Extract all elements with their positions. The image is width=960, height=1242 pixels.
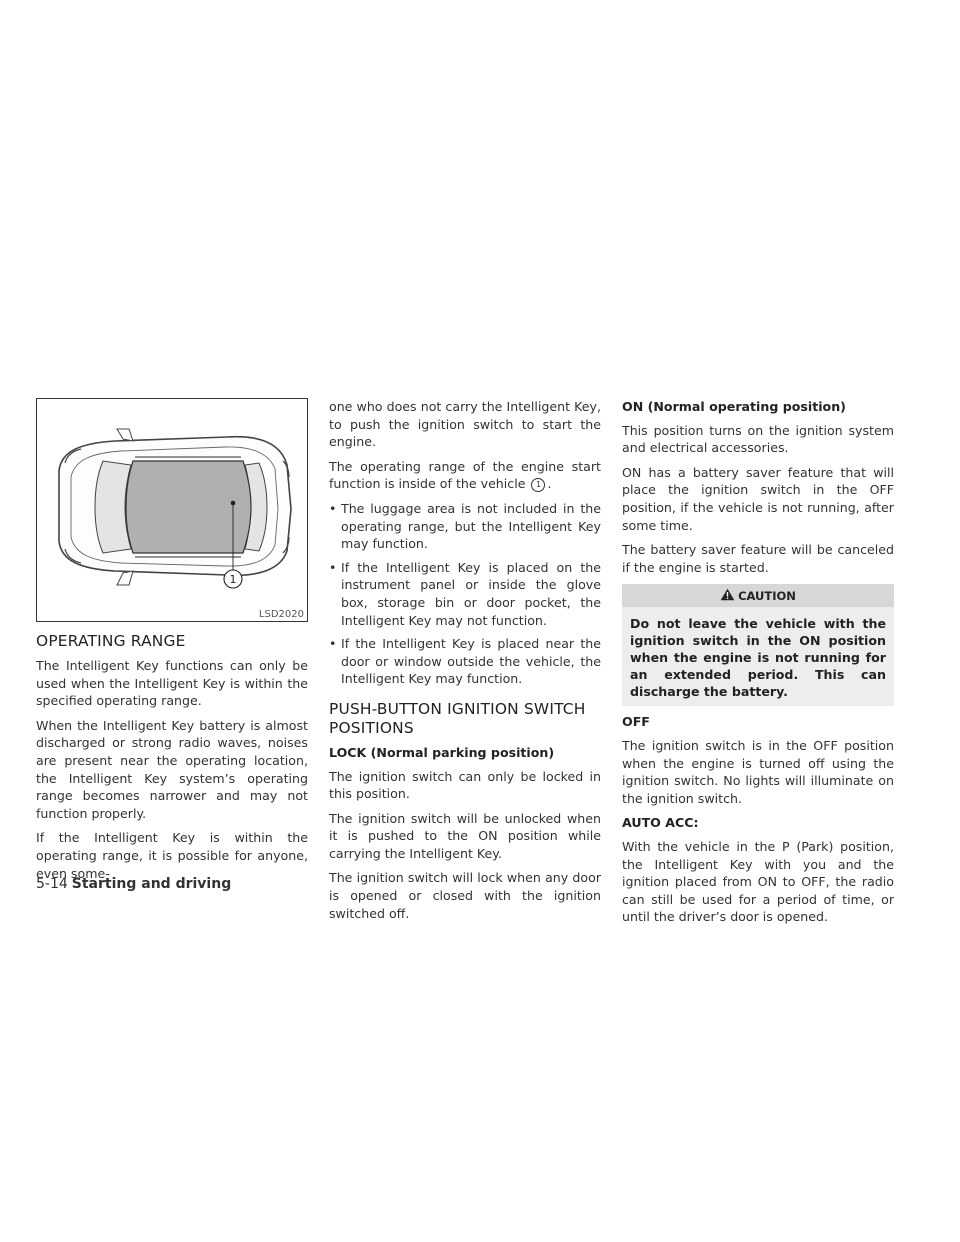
column-1: [36, 398, 308, 889]
bullet-list: [329, 500, 601, 688]
paragraph: one who does not carry the Intelligent Key, to push the ignition switch to start the engine.: [329, 399, 601, 450]
paragraph: With the vehicle in the P (Park) position, the Intelligent Key with you and the ignition placed from ON to OFF, the radio can still be used for a period of time, or until the driver’s door is opened.: [622, 838, 894, 925]
column-2: [329, 398, 601, 929]
operating-range-heading: OPERATING RANGE: [36, 632, 186, 650]
figure-code: LSD2020: [258, 609, 304, 620]
section-title: Starting and driving: [71, 876, 232, 892]
caution-header: [622, 584, 894, 607]
paragraph: The ignition switch can only be locked in this position.: [329, 768, 601, 802]
paragraph: The battery saver feature will be canceled if the engine is started.: [622, 542, 894, 575]
paragraph-text: .: [547, 476, 552, 492]
car-top-view-figure: [36, 398, 308, 622]
paragraph: This position turns on the ignition system and electrical accessories.: [622, 422, 894, 456]
paragraph: [329, 458, 601, 493]
paragraph: ON has a battery saver feature that will place the ignition switch in the OFF position, if the vehicle is not running, after some time.: [622, 464, 894, 533]
warning-triangle-icon: [720, 588, 735, 604]
paragraph: The ignition switch will be unlocked when it is pushed to the ON position while carrying the Intelligent Key.: [329, 810, 601, 861]
paragraph-text: The operating range of the engine start function is inside of the vehicle: [329, 458, 601, 492]
off-heading: OFF: [622, 714, 650, 730]
lock-heading: LOCK (Normal parking position): [329, 744, 555, 760]
on-heading: ON (Normal operating position): [622, 399, 846, 414]
column-3: [622, 398, 894, 933]
figure-callout-number: 1: [229, 573, 237, 586]
caution-box: [622, 584, 894, 706]
page-number: 5-14: [36, 876, 68, 892]
caution-label: CAUTION: [738, 588, 796, 603]
paragraph: The Intelligent Key functions can only be used when the Intelligent Key is within the specified operating range.: [36, 658, 308, 709]
paragraph: The ignition switch will lock when any door is opened or closed with the ignition switched off.: [329, 870, 601, 921]
auto-acc-heading: AUTO ACC:: [622, 815, 699, 831]
list-item: • The luggage area is not included in the operating range, but the Intelligent Key may function.: [329, 500, 601, 553]
paragraph: The ignition switch is in the OFF position when the engine is turned off using the ignition switch. No lights will illuminate on the ignition switch.: [622, 737, 894, 806]
paragraph: If the Intelligent Key is within the operating range, it is possible for anyone, even some-: [36, 830, 308, 881]
push-button-ignition-heading: PUSH-BUTTON IGNITION SWITCH POSITIONS: [329, 699, 586, 737]
list-item: • If the Intelligent Key is placed on the instrument panel or inside the glove box, storage bin or door pocket, the Intelligent Key may not function.: [329, 559, 601, 629]
paragraph: When the Intelligent Key battery is almost discharged or strong radio waves, noises are present near the operating location, the Intelligent Key system’s operating range becomes narrower and may not function properly.: [36, 717, 308, 821]
callout-marker: 1: [531, 478, 545, 492]
list-item: • If the Intelligent Key is placed near the door or window outside the vehicle, the Intelligent Key may function.: [329, 635, 601, 688]
page-footer: [36, 876, 231, 892]
car-illustration: [37, 399, 307, 621]
caution-text: Do not leave the vehicle with the ignition switch in the ON position when the engine is not running for an extended period. This can discharge the battery.: [630, 616, 886, 700]
